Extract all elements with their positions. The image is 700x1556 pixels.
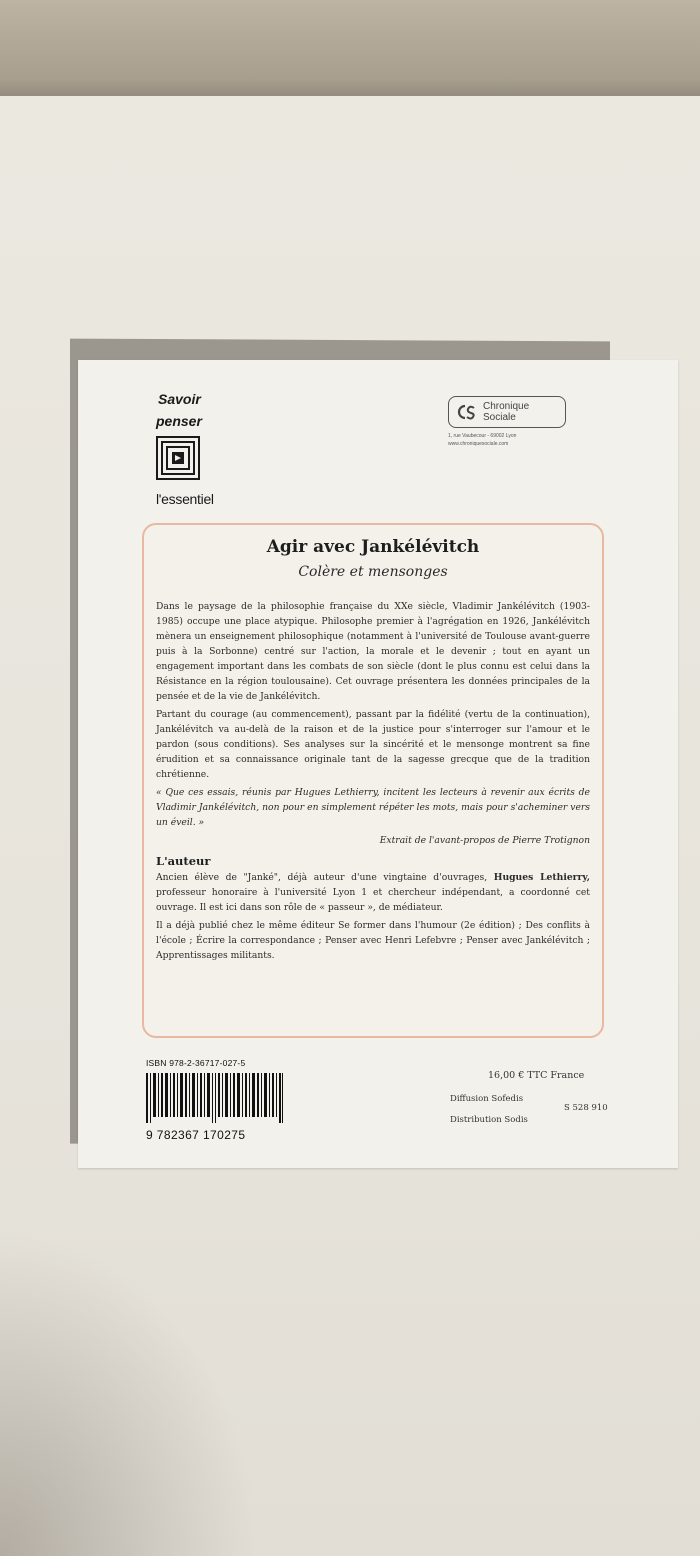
background-wall — [0, 0, 700, 100]
price-label: 16,00 € TTC France — [488, 1070, 585, 1081]
description-panel — [142, 523, 604, 1038]
description-paragraph: Dans le paysage de la philosophie française du XXe siècle, Vladimir Jankélévitch (1903-1985) occupe une place atypique. Philosophe premier à l'agrégation en 1926, Jankélévitch mènera un enseignement philosophique (notamment à l'université de Toulouse avant-guerre puis à la Sorbonne) centré sur l'action, la morale et le devenir ; tout en ayant un engagement important dans les combats de son siècle (dont le plus connu est celui dans la Résistance en la région toulousaine). Cet ouvrage présentera les données principales de la pensée et de la vie de Jankélévitch. — [156, 601, 590, 702]
series-logo-line3: l'essentiel — [156, 491, 214, 507]
series-logo — [158, 388, 238, 507]
book-back-cover — [78, 360, 678, 1168]
description-paragraph: Partant du courage (au commencement), passant par la fidélité (vertu de la continuation), Jankélévitch va au-delà de la raison et de la justice pour s'interroger sur l'amour et le pardon (sous conditions). Ses analyses sur la sincérité et le mensonge montrent sa fine érudition et sa connaissance originale tant de la sagesse grecque que de la tradition chrétienne. — [156, 709, 590, 780]
cs-monogram-icon — [455, 402, 477, 422]
publisher-name-line1: Chronique — [483, 401, 530, 412]
quote-attribution: Extrait de l'avant-propos de Pierre Trotignon — [379, 835, 590, 846]
series-logo-line1: Savoir — [158, 391, 201, 407]
isbn-label: ISBN 978-2-36717-027-5 — [146, 1058, 246, 1068]
author-books: Il a déjà publié chez le même éditeur Se former dans l'humour (2e édition) ; Des conflits à l'école ; Écrire la correspondance ; Penser avec Henri Lefebvre ; Penser avec Jankélévitch ; Apprentissages militants. — [156, 920, 590, 961]
barcode-block — [146, 1058, 296, 1142]
publisher-website: www.chroniquesociale.com — [448, 441, 509, 447]
barcode-icon — [146, 1073, 284, 1123]
publisher-logo — [448, 396, 578, 448]
publisher-address: 1, rue Vaubecour - 69002 Lyon — [448, 433, 517, 439]
nested-squares-logo-icon — [156, 436, 200, 480]
series-logo-line2: penser — [156, 413, 202, 429]
description-body — [156, 599, 590, 966]
distribution-label: Distribution Sodis — [450, 1115, 528, 1125]
book-title: Agir avec Jankélévitch — [266, 537, 480, 557]
author-bio — [156, 870, 590, 915]
author-text-after: professeur honoraire à l'université Lyon 1 et chercheur indépendant, a coordonné cet ouvrage. Il est ici dans son rôle de « passeur », de médiateur. — [156, 887, 590, 913]
foreword-quote: « Que ces essais, réunis par Hugues Lethierry, incitent les lecteurs à revenir aux écrits de Vladimir Jankélévitch, non pour en simplement répéter les mots, mais pour s'acheminer vers un éveil. » — [156, 787, 590, 828]
publisher-badge — [448, 396, 566, 428]
author-name: Hugues Lethierry, — [493, 872, 590, 883]
isbn-digits: 9 782367 170275 — [146, 1128, 246, 1142]
sodis-code: S 528 910 — [564, 1103, 608, 1113]
author-heading: L'auteur — [156, 854, 211, 868]
diffusion-label: Diffusion Sofedis — [450, 1094, 524, 1104]
publisher-name-line2: Sociale — [483, 412, 516, 423]
shadow-area — [0, 1230, 260, 1556]
book-subtitle: Colère et mensonges — [298, 564, 448, 580]
author-text-before: Ancien élève de "Janké", déjà auteur d'une vingtaine d'ouvrages, — [156, 872, 488, 883]
